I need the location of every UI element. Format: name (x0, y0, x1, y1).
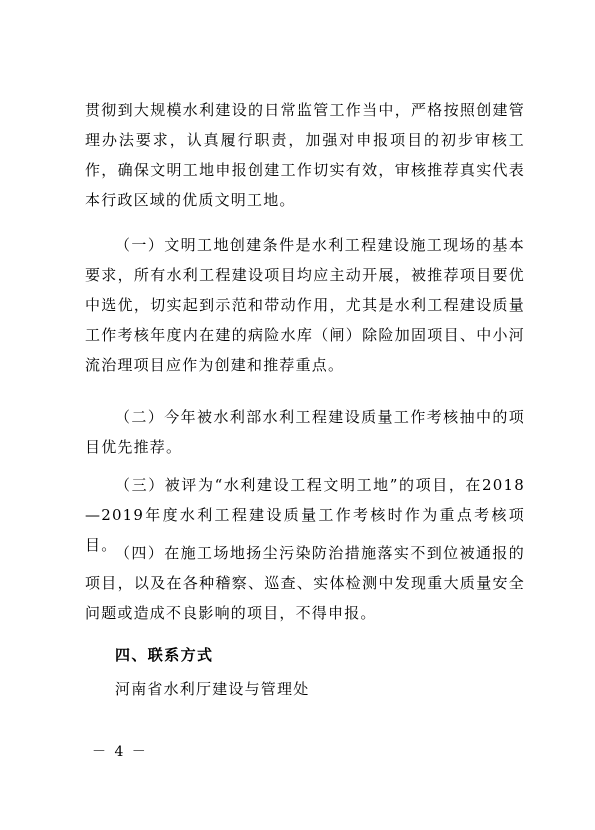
section-heading: 四、联系方式 (115, 646, 214, 664)
paragraph-item-3: （三）被评为“水利建设工程文明工地”的项目，在2018—2019年度水利工程建设质量工作考核时作为重点考核项目。 (85, 476, 525, 554)
page-number: － 4 － (92, 744, 148, 760)
contact-department: 河南省水利厅建设与管理处 (115, 680, 310, 698)
paragraph-continuation: 贯彻到大规模水利建设的日常监管工作当中，严格按照创建管理办法要求，认真履行职责，加强对申报项目的初步审核工作，确保文明工地申报创建工作切实有效，审核推荐真实代表本行政区域的优质文明工地。 (85, 101, 525, 209)
paragraph-item-2: （二）今年被水利部水利工程建设质量工作考核抽中的项目优先推荐。 (85, 408, 525, 456)
paragraph-item-4: （四）在施工场地扬尘污染防治措施落实不到位被通报的项目，以及在各种稽察、巡查、实体检测中发现重大质量安全问题或造成不良影响的项目，不得申报。 (85, 544, 525, 622)
paragraph-item-1: （一）文明工地创建条件是水利工程建设施工现场的基本要求，所有水利工程建设项目均应主动开展，被推荐项目要优中选优，切实起到示范和带动作用，尤其是水利工程建设质量工作考核年度内在建的病险水库（闸）除险加固项目、中小河流治理项目应作为创建和推荐重点。 (85, 236, 525, 374)
